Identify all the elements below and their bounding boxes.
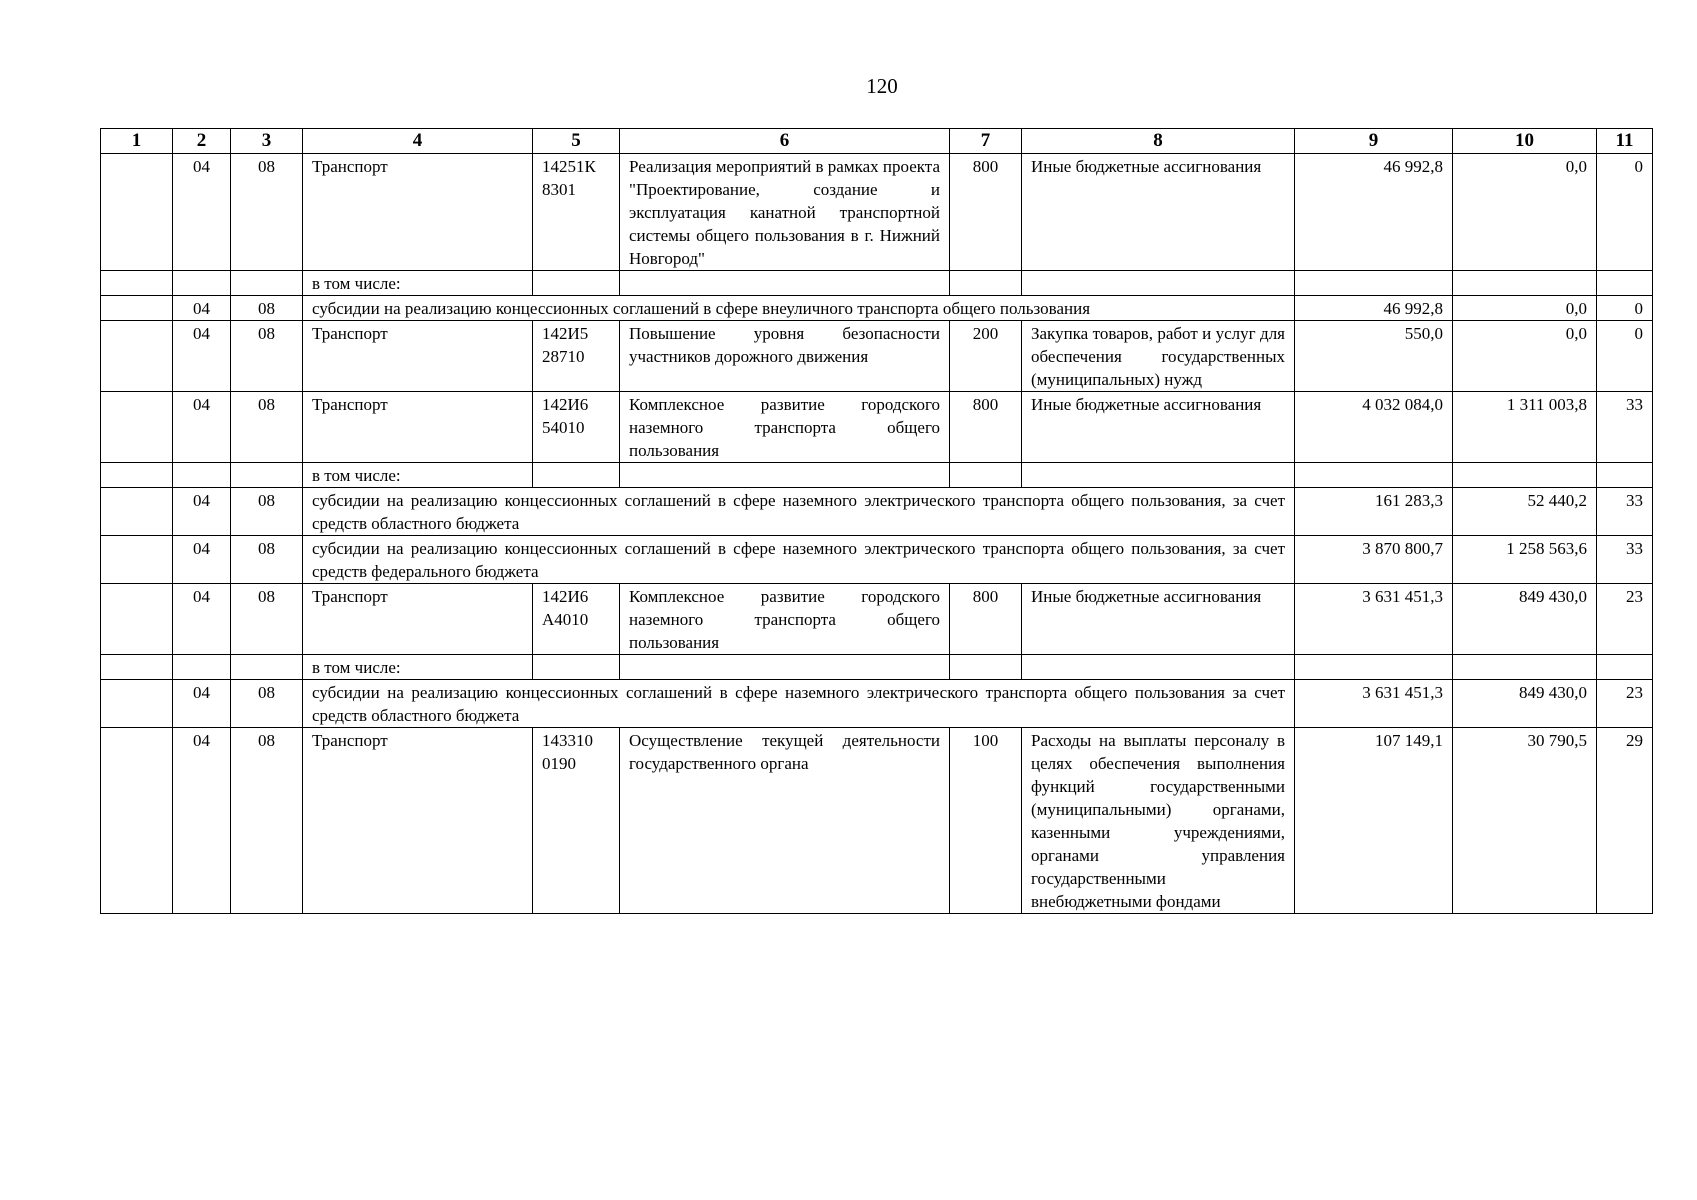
cell-subsidy-description: субсидии на реализацию концессионных соглашений в сфере наземного электрического транспорта общего пользования за счет средств областного бюджета (303, 680, 1295, 728)
table-row (101, 655, 1653, 680)
cell-target-article: 14251К 8301 (533, 154, 620, 271)
cell-section-code: 04 (173, 321, 231, 392)
cell-program-name: Осуществление текущей деятельности государственного органа (620, 728, 950, 914)
cell-empty (533, 271, 620, 296)
cell-executed: 52 440,2 (1453, 488, 1597, 536)
table-row (101, 271, 1653, 296)
cell-amount: 46 992,8 (1295, 296, 1453, 321)
cell-amount: 3 870 800,7 (1295, 536, 1453, 584)
cell-empty (101, 584, 173, 655)
cell-executed: 30 790,5 (1453, 728, 1597, 914)
table-row (101, 463, 1653, 488)
cell-expense-type-code: 200 (950, 321, 1022, 392)
cell-empty (173, 271, 231, 296)
cell-empty (1597, 271, 1653, 296)
cell-empty (1597, 463, 1653, 488)
column-header: 2 (173, 129, 231, 154)
cell-subsection-code: 08 (231, 680, 303, 728)
cell-including-label: в том числе: (303, 271, 533, 296)
table-row (101, 536, 1653, 584)
cell-subsidy-description: субсидии на реализацию концессионных соглашений в сфере внеуличного транспорта общего пользования (303, 296, 1295, 321)
cell-amount: 550,0 (1295, 321, 1453, 392)
cell-percent: 0 (1597, 296, 1653, 321)
cell-empty (533, 655, 620, 680)
cell-empty (231, 463, 303, 488)
header-row (101, 129, 1653, 154)
cell-empty (1453, 655, 1597, 680)
cell-expense-type-name: Иные бюджетные ассигнования (1022, 154, 1295, 271)
column-header: 1 (101, 129, 173, 154)
cell-empty (620, 655, 950, 680)
cell-subsection-code: 08 (231, 154, 303, 271)
cell-section-name: Транспорт (303, 728, 533, 914)
cell-amount: 3 631 451,3 (1295, 584, 1453, 655)
cell-empty (101, 728, 173, 914)
cell-expense-type-name: Иные бюджетные ассигнования (1022, 392, 1295, 463)
cell-program-name: Реализация мероприятий в рамках проекта "Проектирование, создание и эксплуатация канатной транспортной системы общего пользования в г. Нижний Новгород" (620, 154, 950, 271)
table-row (101, 728, 1653, 914)
page-number: 120 (866, 74, 898, 98)
cell-empty (620, 463, 950, 488)
cell-subsection-code: 08 (231, 296, 303, 321)
cell-amount: 46 992,8 (1295, 154, 1453, 271)
cell-empty (1597, 655, 1653, 680)
cell-amount: 107 149,1 (1295, 728, 1453, 914)
cell-percent: 29 (1597, 728, 1653, 914)
cell-subsection-code: 08 (231, 392, 303, 463)
cell-empty (101, 463, 173, 488)
cell-percent: 0 (1597, 154, 1653, 271)
cell-program-name: Комплексное развитие городского наземного транспорта общего пользования (620, 584, 950, 655)
budget-table (100, 128, 1653, 914)
column-header: 4 (303, 129, 533, 154)
cell-empty (620, 271, 950, 296)
cell-empty (173, 463, 231, 488)
cell-expense-type-code: 800 (950, 154, 1022, 271)
cell-empty (950, 655, 1022, 680)
cell-empty (101, 488, 173, 536)
cell-executed: 0,0 (1453, 321, 1597, 392)
cell-section-code: 04 (173, 680, 231, 728)
cell-program-name: Комплексное развитие городского наземного транспорта общего пользования (620, 392, 950, 463)
cell-empty (101, 271, 173, 296)
cell-percent: 33 (1597, 488, 1653, 536)
cell-subsidy-description: субсидии на реализацию концессионных соглашений в сфере наземного электрического транспорта общего пользования, за счет средств областного бюджета (303, 488, 1295, 536)
cell-empty (101, 536, 173, 584)
cell-percent: 33 (1597, 536, 1653, 584)
cell-section-code: 04 (173, 154, 231, 271)
cell-expense-type-name: Расходы на выплаты персоналу в целях обеспечения выполнения функций государственными (муниципальными) органами, казенными учреждениями, органами управления государственными внебюджетными фондами (1022, 728, 1295, 914)
cell-expense-type-name: Закупка товаров, работ и услуг для обеспечения государственных (муниципальных) нужд (1022, 321, 1295, 392)
table-row (101, 680, 1653, 728)
cell-subsection-code: 08 (231, 584, 303, 655)
cell-empty (1022, 655, 1295, 680)
cell-empty (1295, 655, 1453, 680)
table-row (101, 154, 1653, 271)
cell-section-code: 04 (173, 296, 231, 321)
cell-executed: 0,0 (1453, 296, 1597, 321)
column-header: 6 (620, 129, 950, 154)
cell-section-code: 04 (173, 488, 231, 536)
cell-section-name: Транспорт (303, 321, 533, 392)
cell-empty (101, 154, 173, 271)
cell-empty (533, 463, 620, 488)
cell-empty (101, 655, 173, 680)
cell-subsection-code: 08 (231, 488, 303, 536)
cell-expense-type-code: 800 (950, 584, 1022, 655)
cell-empty (1295, 463, 1453, 488)
cell-section-code: 04 (173, 536, 231, 584)
table-row (101, 296, 1653, 321)
cell-section-code: 04 (173, 392, 231, 463)
cell-subsection-code: 08 (231, 728, 303, 914)
cell-expense-type-name: Иные бюджетные ассигнования (1022, 584, 1295, 655)
cell-executed: 1 311 003,8 (1453, 392, 1597, 463)
cell-empty (950, 271, 1022, 296)
cell-empty (101, 392, 173, 463)
table-row (101, 321, 1653, 392)
cell-section-name: Транспорт (303, 154, 533, 271)
cell-empty (173, 655, 231, 680)
cell-expense-type-code: 800 (950, 392, 1022, 463)
column-header: 7 (950, 129, 1022, 154)
cell-empty (1295, 271, 1453, 296)
table-row (101, 392, 1653, 463)
cell-empty (1022, 463, 1295, 488)
cell-percent: 33 (1597, 392, 1653, 463)
cell-executed: 1 258 563,6 (1453, 536, 1597, 584)
cell-section-name: Транспорт (303, 584, 533, 655)
cell-executed: 849 430,0 (1453, 680, 1597, 728)
cell-empty (101, 680, 173, 728)
cell-target-article: 142И5 28710 (533, 321, 620, 392)
cell-amount: 161 283,3 (1295, 488, 1453, 536)
cell-empty (1453, 271, 1597, 296)
cell-target-article: 142И6 54010 (533, 392, 620, 463)
cell-program-name: Повышение уровня безопасности участников дорожного движения (620, 321, 950, 392)
cell-target-article: 142И6 А4010 (533, 584, 620, 655)
cell-executed: 849 430,0 (1453, 584, 1597, 655)
cell-empty (101, 321, 173, 392)
cell-empty (231, 271, 303, 296)
cell-including-label: в том числе: (303, 463, 533, 488)
cell-percent: 0 (1597, 321, 1653, 392)
cell-empty (101, 296, 173, 321)
cell-subsidy-description: субсидии на реализацию концессионных соглашений в сфере наземного электрического транспорта общего пользования, за счет средств федерального бюджета (303, 536, 1295, 584)
cell-empty (950, 463, 1022, 488)
cell-subsection-code: 08 (231, 321, 303, 392)
column-header: 8 (1022, 129, 1295, 154)
column-header: 3 (231, 129, 303, 154)
table-row (101, 488, 1653, 536)
cell-section-code: 04 (173, 728, 231, 914)
cell-amount: 4 032 084,0 (1295, 392, 1453, 463)
cell-executed: 0,0 (1453, 154, 1597, 271)
cell-empty (1453, 463, 1597, 488)
cell-target-article: 143310 0190 (533, 728, 620, 914)
column-header: 9 (1295, 129, 1453, 154)
cell-amount: 3 631 451,3 (1295, 680, 1453, 728)
table-row (101, 584, 1653, 655)
cell-percent: 23 (1597, 584, 1653, 655)
cell-empty (1022, 271, 1295, 296)
cell-section-code: 04 (173, 584, 231, 655)
cell-including-label: в том числе: (303, 655, 533, 680)
column-header: 5 (533, 129, 620, 154)
cell-expense-type-code: 100 (950, 728, 1022, 914)
column-header: 11 (1597, 129, 1653, 154)
cell-subsection-code: 08 (231, 536, 303, 584)
column-header: 10 (1453, 129, 1597, 154)
cell-percent: 23 (1597, 680, 1653, 728)
cell-section-name: Транспорт (303, 392, 533, 463)
cell-empty (231, 655, 303, 680)
